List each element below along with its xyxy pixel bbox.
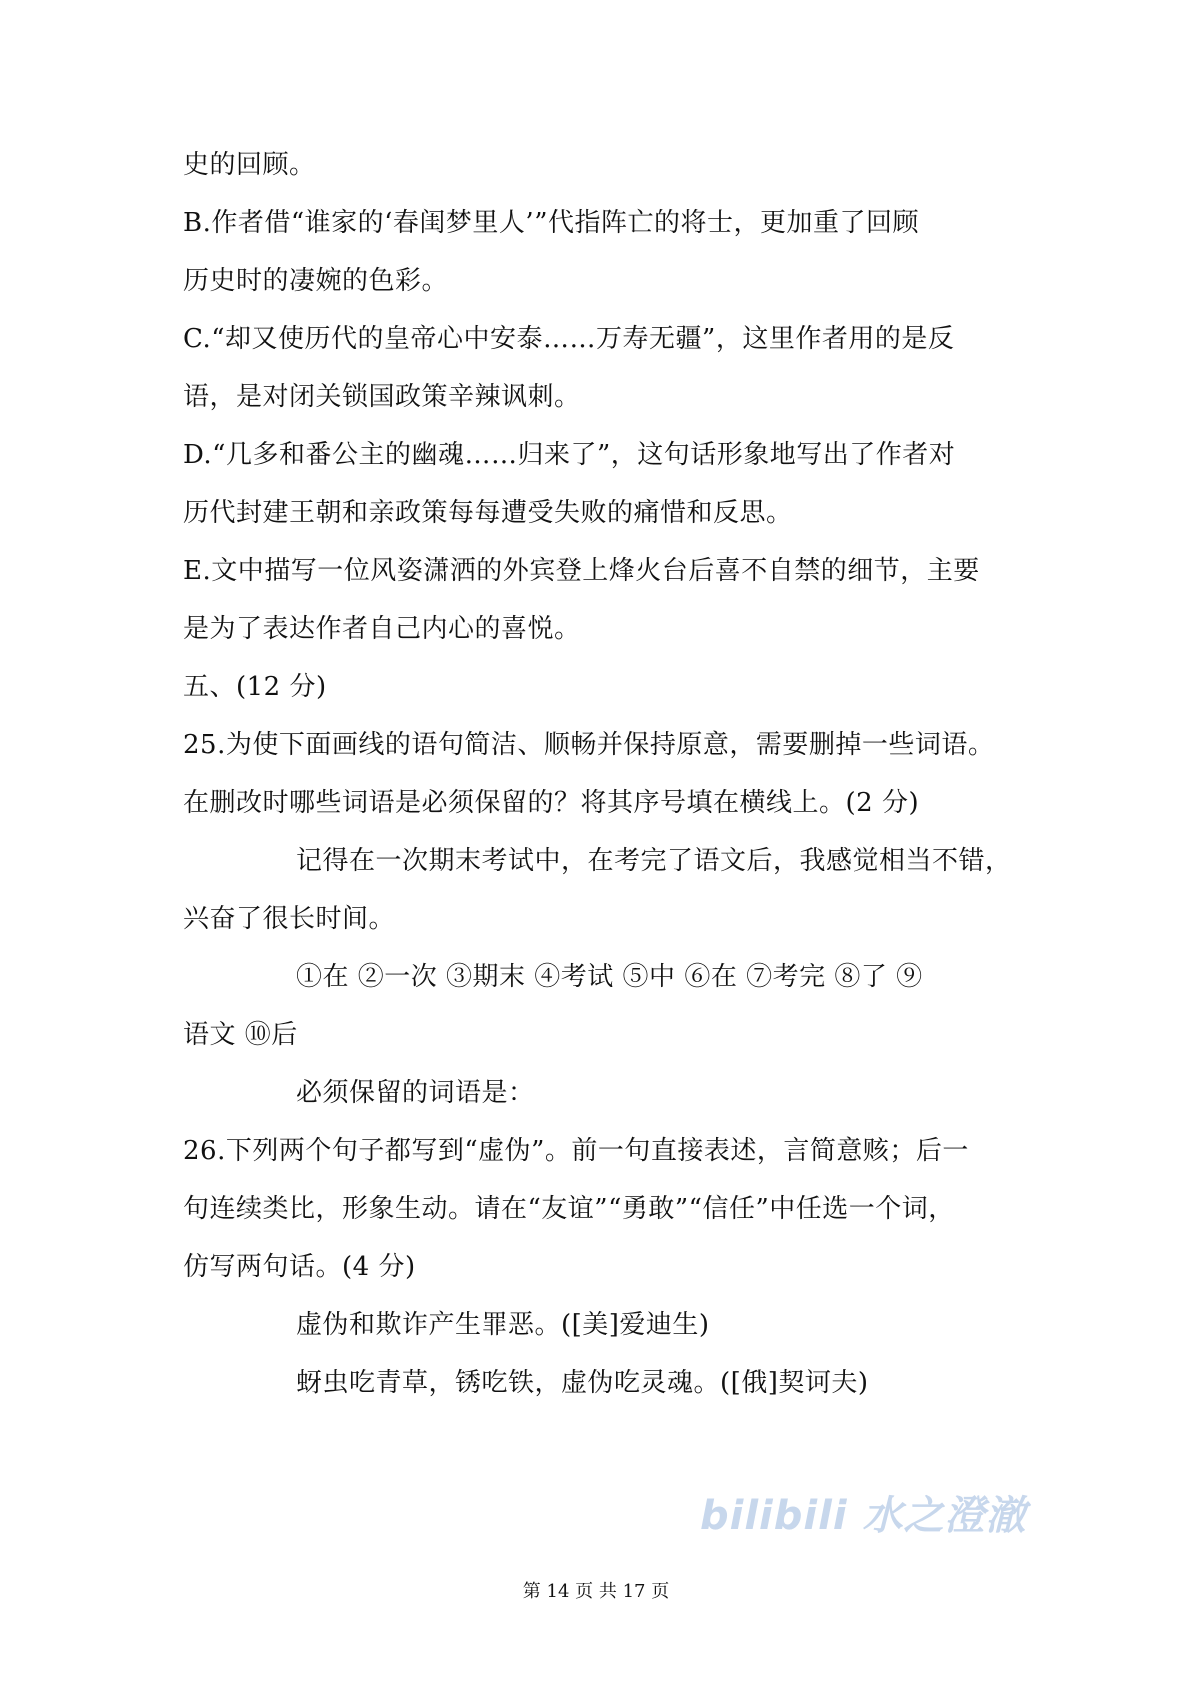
- question-26-line-3: 仿写两句话。(4 分): [183, 1252, 416, 1282]
- question-25-line-2: 在删改时哪些词语是必须保留的？将其序号填在横线上。(2 分): [183, 788, 920, 818]
- option-d-line-2: 历代封建王朝和亲政策每每遭受失败的痛惜和反思。: [183, 498, 793, 528]
- option-c-line-2: 语，是对闭关锁国政策辛辣讽刺。: [183, 382, 581, 412]
- option-e-line-2: 是为了表达作者自己内心的喜悦。: [183, 614, 581, 644]
- quote-edison: 虚伪和欺诈产生罪恶。([美]爱迪生): [296, 1310, 710, 1340]
- text-line: 史的回顾。: [183, 150, 316, 180]
- option-e-line-1: E.文中描写一位风姿潇洒的外宾登上烽火台后喜不自禁的细节，主要: [183, 556, 980, 586]
- question-25-options-line-2: 语文 ⑩后: [183, 1020, 298, 1050]
- question-25-sentence-line-1: 记得在一次期末考试中，在考完了语文后，我感觉相当不错，: [296, 846, 1012, 876]
- option-b-line-1: B.作者借“谁家的‘春闺梦里人’”代指阵亡的将士，更加重了回顾: [183, 208, 919, 238]
- question-26-line-2: 句连续类比，形象生动。请在“友谊”“勇敢”“信任”中任选一个词，: [183, 1194, 955, 1224]
- page-footer: 第 14 页 共 17 页: [522, 1581, 670, 1602]
- section-heading: 五、(12 分): [183, 672, 327, 702]
- quote-chekhov: 蚜虫吃青草，锈吃铁，虚伪吃灵魂。([俄]契诃夫): [296, 1368, 869, 1398]
- question-25-answer-prompt: 必须保留的词语是：: [296, 1078, 535, 1108]
- question-25-line-1: 25.为使下面画线的语句简洁、顺畅并保持原意，需要删掉一些词语。: [183, 730, 995, 760]
- watermark: bilibili 水之澄澈: [700, 1493, 1027, 1539]
- question-25-options-line-1: ①在 ②一次 ③期末 ④考试 ⑤中 ⑥在 ⑦考完 ⑧了 ⑨: [296, 962, 923, 992]
- option-d-line-1: D.“几多和番公主的幽魂……归来了”，这句话形象地写出了作者对: [183, 440, 956, 470]
- option-b-line-2: 历史时的凄婉的色彩。: [183, 266, 449, 296]
- option-c-line-1: C.“却又使历代的皇帝心中安泰……万寿无疆”，这里作者用的是反: [183, 324, 955, 354]
- question-26-line-1: 26.下列两个句子都写到“虚伪”。前一句直接表述，言简意赅；后一: [183, 1136, 969, 1166]
- question-25-sentence-line-2: 兴奋了很长时间。: [183, 904, 396, 934]
